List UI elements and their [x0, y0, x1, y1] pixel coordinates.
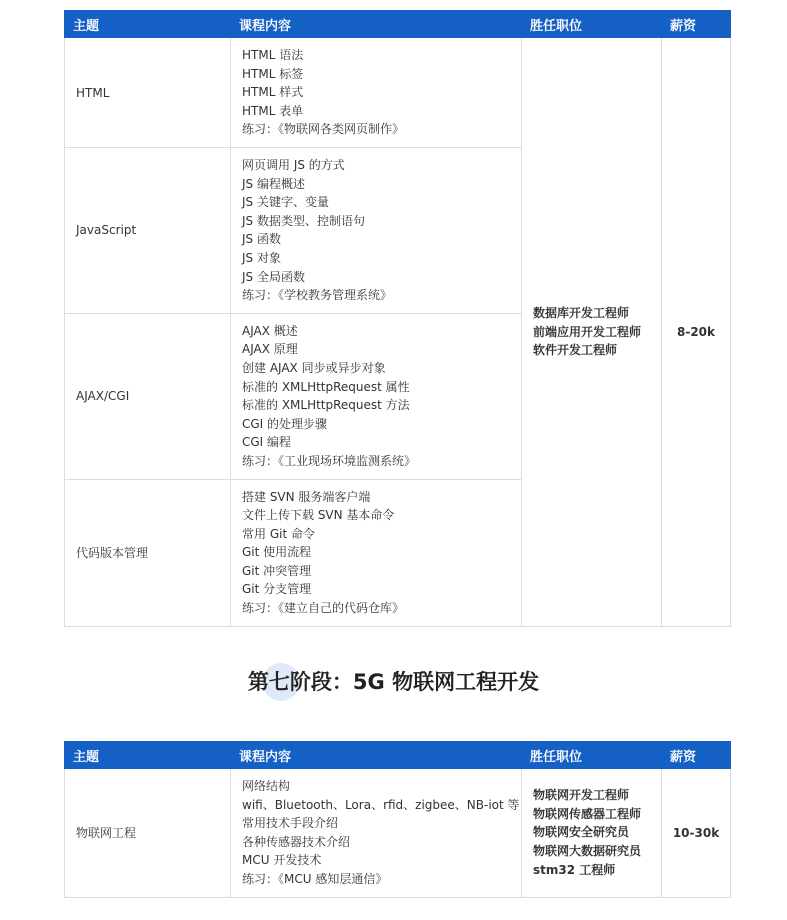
- job-title: 前端应用开发工程师: [533, 324, 642, 339]
- content-item: Git 使用流程: [242, 545, 312, 560]
- content-item: 标准的 XMLHttpRequest 属性: [242, 379, 410, 394]
- table-row: [65, 38, 731, 148]
- jobs-cell: [522, 38, 662, 627]
- content-item: JS 函数: [242, 232, 281, 247]
- content-item: JS 编程概述: [242, 176, 305, 191]
- content-cell: [231, 38, 522, 148]
- content-item: 创建 AJAX 同步或异步对象: [242, 360, 386, 375]
- content-item: 练习：《学校教务管理系统》: [242, 288, 393, 303]
- content-item: HTML 标签: [242, 66, 304, 81]
- content-item: JS 全局函数: [242, 269, 305, 284]
- content-item: AJAX 概述: [242, 323, 298, 338]
- table-header-row: [65, 742, 731, 769]
- content-item: 网络结构: [242, 779, 291, 793]
- topic-cell: 代码版本管理: [65, 479, 231, 626]
- job-title: 物联网开发工程师: [533, 788, 630, 803]
- content-item: HTML 样式: [242, 85, 304, 100]
- content-item: HTML 语法: [242, 48, 304, 63]
- job-title: 物联网传感器工程师: [533, 806, 642, 821]
- job-title: 软件开发工程师: [533, 343, 618, 358]
- salary-cell: 8-20k: [662, 38, 731, 627]
- jobs-cell: [522, 769, 662, 898]
- content-item: CGI 编程: [242, 435, 292, 450]
- topic-cell: AJAX/CGI: [65, 313, 231, 479]
- content-item: 常用 Git 命令: [242, 526, 315, 541]
- content-cell: [231, 148, 522, 314]
- topic-cell: JavaScript: [65, 148, 231, 314]
- salary-cell: 10-30k: [662, 769, 731, 898]
- content-cell: [231, 479, 522, 626]
- content-item: 各种传感器技术介绍: [242, 834, 351, 849]
- stage-title: 第七阶段：5G 物联网工程开发: [247, 670, 540, 694]
- header-salary: 薪资: [662, 742, 731, 769]
- header-topic: 主题: [65, 742, 231, 769]
- header-topic: 主题: [65, 11, 231, 38]
- course-table-stage-6: [64, 10, 731, 627]
- content-cell: [231, 769, 522, 898]
- job-title: stm32 工程师: [533, 862, 616, 877]
- header-jobs: 胜任职位: [522, 11, 662, 38]
- table-header-row: [65, 11, 731, 38]
- content-item: Git 冲突管理: [242, 563, 312, 578]
- job-title: 物联网大数据研究员: [533, 844, 642, 859]
- table-row: [65, 769, 731, 898]
- topic-cell: 物联网工程: [65, 769, 231, 898]
- content-item: JS 数据类型、控制语句: [242, 213, 365, 228]
- content-item: JS 关键字、变量: [242, 195, 329, 210]
- content-item: 网页调用 JS 的方式: [242, 158, 345, 172]
- header-salary: 薪资: [662, 11, 731, 38]
- course-table-stage-7: [64, 741, 731, 898]
- topic-cell: HTML: [65, 38, 231, 148]
- content-item: wifi、Bluetooth、Lora、rfid、zigbee、NB-iot 等: [242, 797, 520, 812]
- content-item: AJAX 原理: [242, 342, 298, 357]
- content-item: 标准的 XMLHttpRequest 方法: [242, 398, 410, 413]
- job-title: 数据库开发工程师: [533, 305, 630, 320]
- content-item: CGI 的处理步骤: [242, 416, 328, 431]
- content-item: 文件上传下载 SVN 基本命令: [242, 508, 395, 523]
- content-item: JS 对象: [242, 250, 281, 265]
- header-content: 课程内容: [231, 11, 522, 38]
- content-item: 搭建 SVN 服务端客户端: [242, 489, 371, 504]
- content-item: HTML 表单: [242, 103, 304, 118]
- job-title: 物联网安全研究员: [533, 825, 630, 840]
- content-item: 练习：《工业现场环境监测系统》: [242, 453, 417, 468]
- header-jobs: 胜任职位: [522, 742, 662, 769]
- content-item: 常用技术手段介绍: [242, 816, 339, 831]
- content-item: MCU 开发技术: [242, 853, 322, 868]
- header-content: 课程内容: [231, 742, 522, 769]
- content-item: 练习：《建立自己的代码仓库》: [242, 601, 405, 616]
- content-item: 练习：《物联网各类网页制作》: [242, 122, 405, 137]
- content-cell: [231, 313, 522, 479]
- content-item: 练习：《MCU 感知层通信》: [242, 871, 388, 886]
- content-item: Git 分支管理: [242, 582, 312, 597]
